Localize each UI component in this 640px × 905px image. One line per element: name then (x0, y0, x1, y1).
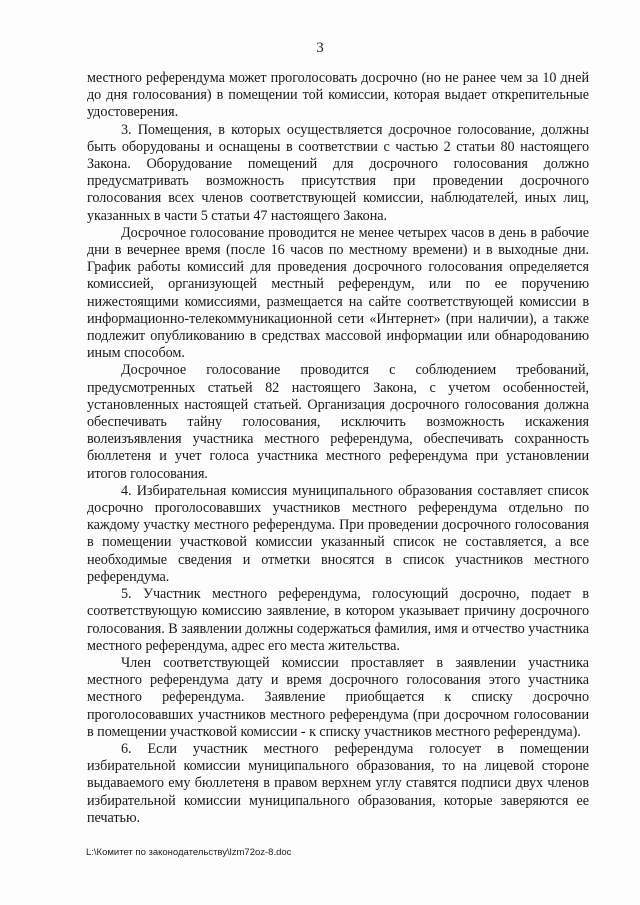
paragraph-early-voting-requirements: Досрочное голосование проводится с соблюдением требований, предусмотренных статьей 82 настоящего Закона, с учетом особенностей, установленных настоящей статьей. Организация досрочного голосования должна обеспечивать тайну голосования, исключить возможность искажения волеизъявления участника местного референдума, обеспечивать сохранность бюллетеня и учет голоса участника местного референдума при установлении итогов голосования. (87, 362, 589, 482)
paragraph-item-6: 6. Если участник местного референдума голосует в помещении избирательной комиссии муниципального образования, то на лицевой стороне выдаваемого ему бюллетеня в правом верхнем углу ставятся подписи двух членов избирательной комиссии муниципального образования, которые заверяются ее печатью. (87, 740, 589, 826)
document-body (87, 70, 589, 827)
paragraph-early-voting-hours: Досрочное голосование проводится не менее четырех часов в день в рабочие дни в вечернее время (после 16 часов по местному времени) и в выходные дни. График работы комиссий для проведения досрочного голосования определяется комиссией, организующей местный референдум, или по ее поручению нижестоящими комиссиями, размещается на сайте соответствующей комиссии в информационно-телекоммуникационной сети «Интернет» (при наличии), а также подлежит опубликованию в средствах массовой информации или обнародованию иным способом. (87, 224, 589, 362)
paragraph-item-4: 4. Избирательная комиссия муниципального образования составляет список досрочно проголосовавших участников местного референдума отдельно по каждому участку местного референдума. При проведении досрочного голосования в помещении участковой комиссии указанный список не составляется, а все необходимые сведения и отметки вносятся в список участников местного референдума. (87, 482, 589, 585)
footer-file-path: L:\Комитет по законодательству\lzm72oz-8.doc (86, 847, 292, 858)
page-number: 3 (316, 40, 324, 56)
paragraph-item-3: 3. Помещения, в которых осуществляется досрочное голосование, должны быть оборудованы и оснащены в соответствии с частью 2 статьи 80 настоящего Закона. Оборудование помещений для досрочного голосования должно предусматривать возможность присутствия при проведении досрочного голосования всех членов соответствующей комиссии, наблюдателей, иных лиц, указанных в части 5 статьи 47 настоящего Закона. (87, 121, 589, 224)
paragraph-continuation: местного референдума может проголосовать досрочно (но не ранее чем за 10 дней до дня голосования) в помещении той комиссии, которая выдает открепительные удостоверения. (87, 70, 589, 121)
paragraph-item-5: 5. Участник местного референдума, голосующий досрочно, подает в соответствующую комиссию заявление, в котором указывает причину досрочного голосования. В заявлении должны содержаться фамилия, имя и отчество участника местного референдума, адрес его места жительства. (87, 586, 589, 654)
paragraph-commission-member: Член соответствующей комиссии проставляет в заявлении участника местного референдума дату и время досрочного голосования этого участника местного референдума. Заявление приобщается к списку досрочно проголосовавших участников местного референдума (при досрочном голосовании в помещении участковой комиссии - к списку участников местного референдума). (87, 654, 589, 740)
